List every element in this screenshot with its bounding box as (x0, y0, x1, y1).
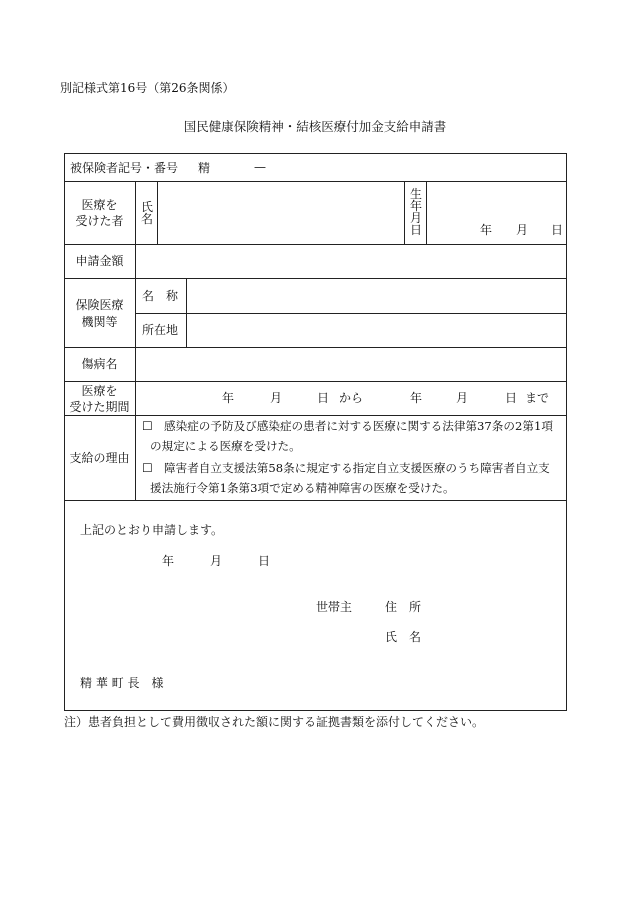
disease-label: 傷病名 (81, 357, 118, 371)
householder-label: 世帯主 (316, 600, 353, 614)
reason-option2-line2: 援法施行令第1条第3項で定める精神障害の医療を受けた。 (150, 481, 455, 495)
reason-label: 支給の理由 (69, 451, 130, 465)
patient-label-line2: 受けた者 (75, 214, 124, 228)
amount-field[interactable] (138, 247, 564, 276)
declaration-month: 月 (210, 554, 223, 568)
reason-option1-checkbox[interactable]: ☐ (142, 419, 153, 433)
householder-address-label: 住 所 (385, 600, 422, 614)
birth-month-unit: 月 (516, 223, 529, 237)
institution-address-field[interactable] (189, 316, 564, 345)
birth-day-unit: 日 (551, 223, 564, 237)
period-to-month: 月 (456, 391, 469, 405)
recipient: 精 華 町 長 様 (80, 676, 164, 690)
birth-date-label: 生年月日 (409, 187, 422, 237)
period-label-line2: 受けた期間 (69, 400, 130, 414)
period-from-month: 月 (270, 391, 283, 405)
reason-option2-line1: 障害者自立支援法第58条に規定する指定自立支援医療のうち障害者自立支 (164, 461, 550, 475)
declaration-day: 日 (258, 554, 271, 568)
reason-option1-line1: 感染症の予防及び感染症の患者に対する医療に関する法律第37条の2第1項 (164, 419, 553, 433)
amount-label: 申請金額 (75, 254, 124, 268)
patient-name-label: 氏名 (140, 200, 153, 226)
institution-label-line2: 機関等 (81, 315, 118, 329)
form-number: 別記様式第16号（第26条関係） (60, 81, 235, 95)
disease-field[interactable] (138, 350, 564, 379)
footnote: 注）患者負担として費用徴収された額に関する証拠書類を添付してください。 (64, 715, 485, 729)
householder-name-field[interactable] (430, 626, 560, 646)
patient-name-field[interactable] (160, 184, 402, 242)
declaration-statement: 上記のとおり申請します。 (80, 523, 224, 537)
period-to-day: 日 (505, 391, 518, 405)
birth-year-unit: 年 (480, 223, 493, 237)
householder-address-field[interactable] (430, 596, 560, 616)
insured-number-field[interactable] (272, 156, 562, 178)
form-title: 国民健康保険精神・結核医療付加金支給申請書 (183, 119, 447, 134)
institution-label-line1: 保険医療 (75, 298, 124, 312)
institution-address-label: 所在地 (142, 323, 179, 337)
householder-name-label: 氏 名 (385, 630, 422, 644)
period-from-word: から (339, 391, 364, 405)
insured-number-label: 被保険者記号・番号 (70, 161, 179, 175)
insured-dash: — (254, 160, 266, 174)
period-to-word: まで (525, 391, 550, 405)
period-label-line1: 医療を (81, 384, 118, 398)
period-from-day: 日 (317, 391, 330, 405)
declaration-year: 年 (162, 554, 175, 568)
reason-option1-line2: の規定による医療を受けた。 (150, 439, 301, 453)
insured-prefix: 精 (198, 161, 211, 175)
period-to-year: 年 (410, 391, 423, 405)
period-from-year: 年 (222, 391, 235, 405)
institution-name-field[interactable] (189, 281, 564, 311)
institution-name-label: 名 称 (142, 289, 179, 303)
patient-label-line1: 医療を (81, 198, 118, 212)
reason-option2-checkbox[interactable]: ☐ (142, 461, 153, 475)
